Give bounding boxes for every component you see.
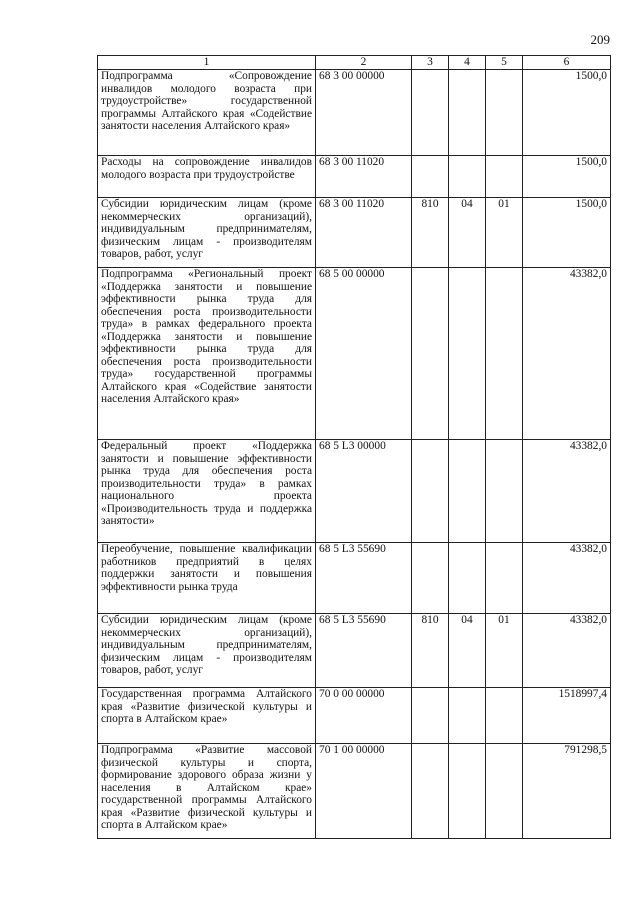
item-name: Государственная программа Алтайского края «Развитие физической культуры и спорта в Алтайском крае» <box>98 688 316 744</box>
item-code: 70 1 00 00000 <box>316 744 412 839</box>
item-c4 <box>449 268 486 440</box>
header-cell: 4 <box>449 56 486 70</box>
budget-table <box>97 55 611 839</box>
header-cell: 3 <box>412 56 449 70</box>
item-c4 <box>449 744 486 839</box>
item-name: Подпрограмма «Сопровождение инвалидов молодого возраста при трудоустройстве» государственной программы Алтайского края «Содействие занятости населения Алтайского края» <box>98 70 316 156</box>
item-amount: 1500,0 <box>523 70 611 156</box>
item-c4 <box>449 688 486 744</box>
table-row <box>98 543 611 614</box>
item-name: Субсидии юридическим лицам (кроме некоммерческих организаций), индивидуальным предпринимателям, физическим лицам - производителям товаров, работ, услуг <box>98 198 316 268</box>
item-c4: 04 <box>449 614 486 688</box>
header-row <box>98 56 611 70</box>
item-c5 <box>486 268 523 440</box>
item-code: 70 0 00 00000 <box>316 688 412 744</box>
item-c3: 810 <box>412 614 449 688</box>
item-c4 <box>449 440 486 543</box>
item-c5 <box>486 440 523 543</box>
item-amount: 43382,0 <box>523 543 611 614</box>
item-c5 <box>486 688 523 744</box>
item-code: 68 5 L3 55690 <box>316 543 412 614</box>
item-amount: 1500,0 <box>523 198 611 268</box>
item-c3: 810 <box>412 198 449 268</box>
item-code: 68 3 00 11020 <box>316 156 412 198</box>
item-c5 <box>486 744 523 839</box>
header-cell: 1 <box>98 56 316 70</box>
item-name: Подпрограмма «Развитие массовой физической культуры и спорта, формирование здорового образа жизни у населения в Алтайском крае» государственной программы Алтайского края «Развитие физической культуры и спорта в Алтайском крае» <box>98 744 316 839</box>
item-code: 68 3 00 11020 <box>316 198 412 268</box>
item-c3 <box>412 688 449 744</box>
item-name: Подпрограмма «Региональный проект «Поддержка занятости и повышение эффективности рынка труда для обеспечения роста производительности труда» в рамках федерального проекта «Поддержка занятости и повышение эффективности рынка труда для обеспечения роста производительности труда» государственной программы Алтайского края «Содействие занятости населения Алтайского края» <box>98 268 316 440</box>
item-code: 68 5 00 00000 <box>316 268 412 440</box>
item-c3 <box>412 543 449 614</box>
item-amount: 1518997,4 <box>523 688 611 744</box>
item-c4 <box>449 70 486 156</box>
table-row <box>98 440 611 543</box>
item-name: Переобучение, повышение квалификации работников предприятий в целях поддержки занятости и повышения эффективности рынка труда <box>98 543 316 614</box>
item-c5 <box>486 70 523 156</box>
item-name: Федеральный проект «Поддержка занятости и повышение эффективности рынка труда для обеспечения роста производительности труда» в рамках национального проекта «Производительность труда и поддержка занятости» <box>98 440 316 543</box>
item-amount: 1500,0 <box>523 156 611 198</box>
page-number: 209 <box>590 32 610 47</box>
header-cell: 5 <box>486 56 523 70</box>
header-cell: 2 <box>316 56 412 70</box>
table-row <box>98 744 611 839</box>
item-amount: 43382,0 <box>523 268 611 440</box>
item-code: 68 3 00 00000 <box>316 70 412 156</box>
item-c4 <box>449 543 486 614</box>
table-row <box>98 70 611 156</box>
item-amount: 43382,0 <box>523 440 611 543</box>
item-amount: 43382,0 <box>523 614 611 688</box>
item-c3 <box>412 268 449 440</box>
table-row <box>98 156 611 198</box>
item-c4: 04 <box>449 198 486 268</box>
table-row <box>98 688 611 744</box>
item-c3 <box>412 156 449 198</box>
table-row <box>98 268 611 440</box>
header-cell: 6 <box>523 56 611 70</box>
item-c3 <box>412 744 449 839</box>
table-row <box>98 614 611 688</box>
item-c5 <box>486 543 523 614</box>
item-name: Расходы на сопровождение инвалидов молодого возраста при трудоустройстве <box>98 156 316 198</box>
item-name: Субсидии юридическим лицам (кроме некоммерческих организаций), индивидуальным предпринимателям, физическим лицам - производителям товаров, работ, услуг <box>98 614 316 688</box>
item-amount: 791298,5 <box>523 744 611 839</box>
table-row <box>98 198 611 268</box>
item-c4 <box>449 156 486 198</box>
item-c5 <box>486 156 523 198</box>
item-c5: 01 <box>486 198 523 268</box>
item-code: 68 5 L3 00000 <box>316 440 412 543</box>
item-c5: 01 <box>486 614 523 688</box>
item-c3 <box>412 70 449 156</box>
item-c3 <box>412 440 449 543</box>
item-code: 68 5 L3 55690 <box>316 614 412 688</box>
